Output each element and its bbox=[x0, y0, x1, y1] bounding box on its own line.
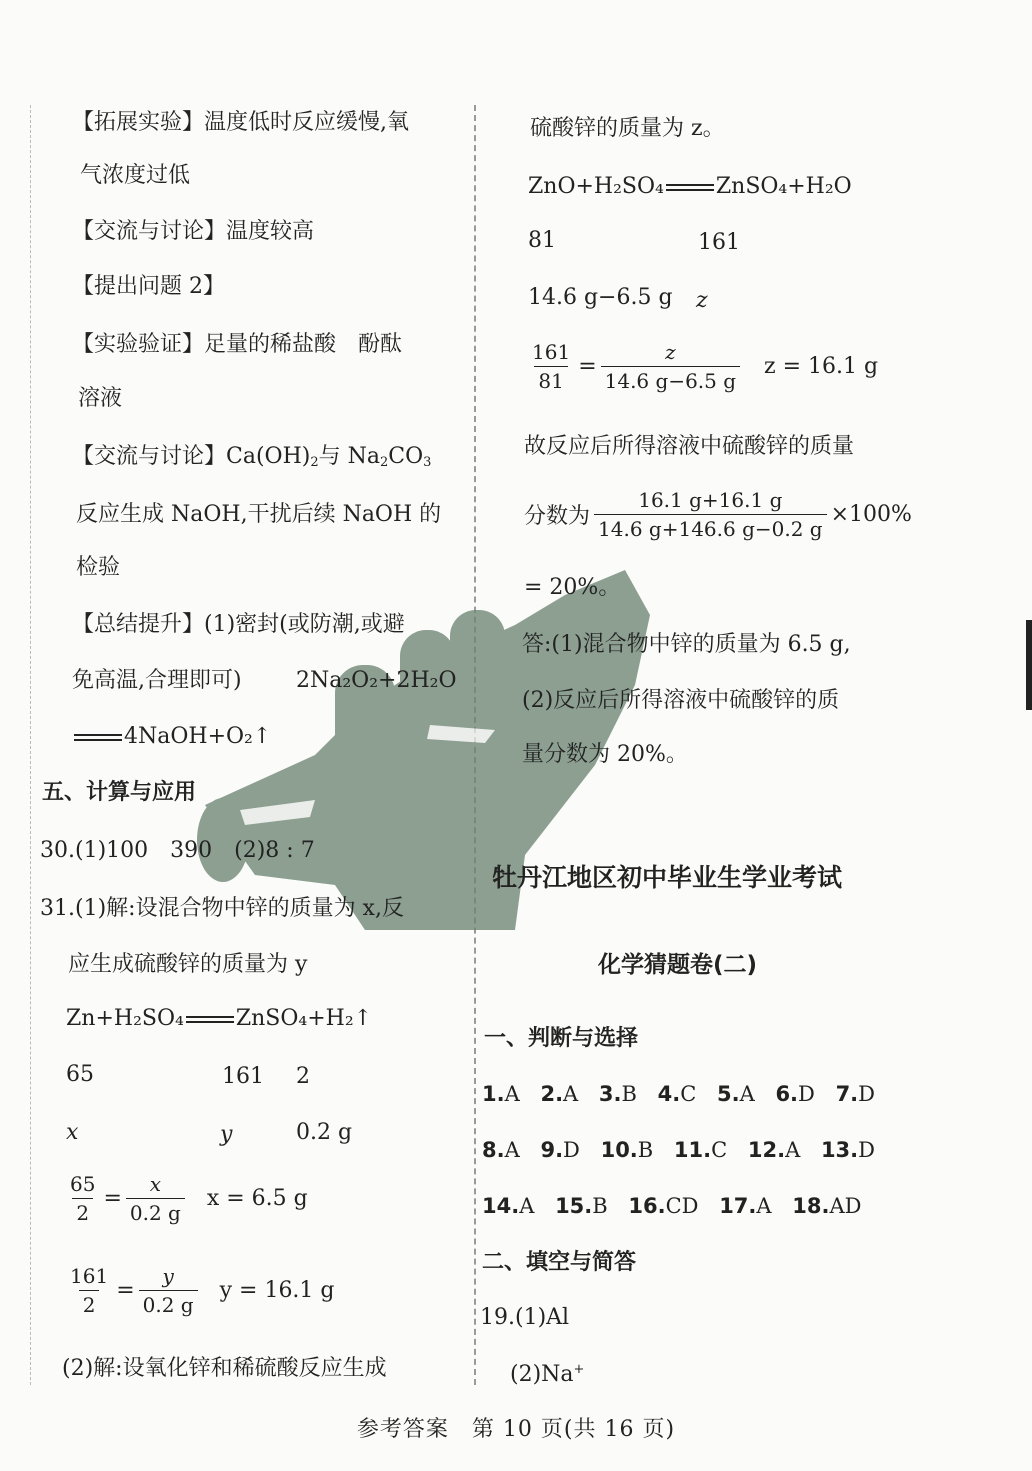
mcq-answer: B bbox=[592, 1194, 608, 1218]
percent-equation bbox=[524, 488, 912, 541]
exam-subtitle: 化学猜题卷(二) bbox=[598, 952, 758, 978]
numerator: 161 bbox=[70, 1264, 109, 1288]
mcq-answer: C bbox=[711, 1138, 728, 1162]
mcq-item bbox=[719, 1194, 771, 1218]
equation-rhs: ZnSO₄+H₂↑ bbox=[235, 1006, 373, 1031]
mcq-answer: CD bbox=[665, 1194, 699, 1218]
mcq-item bbox=[482, 1138, 520, 1162]
answer-line: (2)反应后所得溶液中硫酸锌的质 bbox=[522, 688, 840, 713]
mcq-row bbox=[482, 1138, 875, 1162]
mcq-number: 14. bbox=[482, 1194, 520, 1218]
mcq-answer: D bbox=[858, 1138, 875, 1162]
subscript: 2 bbox=[310, 455, 319, 470]
equals-sign bbox=[666, 184, 714, 191]
answer-line: 答:(1)混合物中锌的质量为 6.5 g, bbox=[522, 632, 851, 657]
question-19-1: 19.(1)Al bbox=[480, 1305, 570, 1330]
section-heading: 二、填空与简答 bbox=[482, 1250, 637, 1275]
mcq-answer: D bbox=[563, 1138, 580, 1162]
numerator: y bbox=[162, 1264, 174, 1288]
mcq-item bbox=[775, 1082, 814, 1106]
numerator: 161 bbox=[532, 340, 571, 364]
text-line: 故反应后所得溶液中硫酸锌的质量 bbox=[524, 434, 855, 459]
equation-lhs: 2Na₂O₂+2H₂O bbox=[296, 668, 457, 693]
numerator: 16.1 g+16.1 g bbox=[638, 488, 783, 512]
mcq-answer: D bbox=[798, 1082, 815, 1106]
section-heading: 五、计算与应用 bbox=[42, 780, 197, 805]
mcq-item bbox=[628, 1194, 698, 1218]
mcq-item bbox=[540, 1138, 579, 1162]
numerator: z bbox=[665, 340, 676, 364]
equals-sign bbox=[186, 1016, 234, 1023]
mcq-number: 3. bbox=[598, 1082, 622, 1106]
mcq-number: 5. bbox=[716, 1082, 740, 1106]
proportion-equation: $\frac{161}{2}$ = $\frac{y}{0.2 g}$ y = 16.1 g bbox=[62, 1264, 335, 1317]
mcq-number: 13. bbox=[820, 1138, 859, 1162]
mcq-number: 6. bbox=[775, 1082, 799, 1106]
equation-rhs: ZnSO₄+H₂O bbox=[715, 174, 852, 199]
subscript: 2 bbox=[380, 455, 389, 470]
mcq-item bbox=[717, 1082, 755, 1106]
equation-zno bbox=[528, 174, 852, 200]
page-footer: 参考答案 第 10 页(共 16 页) bbox=[356, 1417, 676, 1442]
binding-edge-mark bbox=[1026, 620, 1032, 710]
left-margin-line bbox=[30, 105, 31, 1385]
result: x = 6.5 g bbox=[206, 1186, 308, 1211]
equation-lhs: ZnO+H₂SO₄ bbox=[528, 174, 664, 199]
question-31-part2: (2)解:设氧化锌和稀硫酸反应生成 bbox=[62, 1356, 387, 1381]
mcq-answer: A bbox=[756, 1194, 772, 1218]
text-line: 免高温,合理即可) bbox=[72, 668, 242, 693]
mcq-item bbox=[482, 1082, 520, 1106]
question-31-line2: 应生成硫酸锌的质量为 y bbox=[68, 952, 308, 977]
mcq-answer: A bbox=[785, 1138, 801, 1162]
denominator: 14.6 g−6.5 g bbox=[601, 366, 740, 393]
result: z = 16.1 g bbox=[764, 354, 879, 379]
mcq-item bbox=[748, 1138, 800, 1162]
formula: Ca(OH) bbox=[226, 444, 311, 469]
proportion-equation: $\frac{161}{81}$ = $\frac{z}{14.6 g-6.5 g}$ z = 16.1 g bbox=[524, 340, 878, 393]
text: ×100% bbox=[830, 502, 912, 527]
ratio-value: 0.2 g bbox=[296, 1120, 353, 1145]
mcq-answer: A bbox=[504, 1138, 520, 1162]
mcq-item bbox=[482, 1194, 534, 1218]
fraction bbox=[66, 1172, 99, 1225]
text-line: 硫酸锌的质量为 z。 bbox=[530, 116, 725, 141]
equation-rhs: 4NaOH+O₂↑ bbox=[124, 724, 272, 749]
text-line: 反应生成 NaOH,干扰后续 NaOH 的 bbox=[76, 502, 442, 527]
equation-rhs-line bbox=[72, 724, 271, 750]
text-line: 【实验验证】足量的稀盐酸 酚酞 bbox=[72, 332, 403, 357]
ratio-value: 81 bbox=[528, 228, 556, 253]
exam-title: 牡丹江地区初中毕业生学业考试 bbox=[492, 863, 843, 892]
subscript: 3 bbox=[423, 455, 432, 470]
mcq-item bbox=[836, 1082, 875, 1106]
mcq-number: 9. bbox=[540, 1138, 564, 1162]
mcq-number: 4. bbox=[657, 1082, 681, 1106]
mcq-answer: AD bbox=[829, 1194, 862, 1218]
mcq-number: 8. bbox=[482, 1138, 505, 1162]
text-line: 检验 bbox=[76, 555, 121, 580]
mcq-answer: D bbox=[858, 1082, 875, 1106]
ratio-value: 161 bbox=[698, 230, 740, 255]
text-line-formula bbox=[72, 444, 431, 471]
ratio-value: 2 bbox=[296, 1064, 310, 1089]
mcq-row bbox=[482, 1194, 861, 1218]
result: = 20%。 bbox=[524, 575, 621, 600]
equals-sign bbox=[74, 734, 122, 741]
mcq-item bbox=[601, 1138, 654, 1162]
formula: 与 Na bbox=[318, 444, 381, 469]
fraction bbox=[594, 488, 827, 541]
fraction bbox=[528, 340, 574, 393]
mcq-item bbox=[792, 1194, 861, 1218]
text: (2)Na bbox=[510, 1362, 574, 1387]
proportion-equation: $\frac{65}{2}$ = $\frac{x}{0.2 g}$ x = 6.5 g bbox=[62, 1172, 308, 1225]
mcq-number: 16. bbox=[628, 1194, 666, 1218]
section-heading: 一、判断与选择 bbox=[484, 1026, 639, 1051]
mcq-number: 2. bbox=[540, 1082, 564, 1106]
mcq-number: 15. bbox=[555, 1194, 593, 1218]
text-line: 【提出问题 2】 bbox=[72, 274, 225, 299]
heading-bracket: 【交流与讨论】 bbox=[72, 444, 227, 469]
mcq-number: 18. bbox=[792, 1194, 830, 1218]
text-line: 气浓度过低 bbox=[80, 163, 191, 188]
answer-line: 量分数为 20%。 bbox=[522, 742, 688, 767]
text-line: 【总结提升】(1)密封(或防潮,或避 bbox=[72, 612, 405, 637]
mcq-answer: B bbox=[637, 1138, 654, 1162]
ratio-value: 161 bbox=[222, 1064, 264, 1089]
mcq-row bbox=[482, 1082, 875, 1106]
question-19-2 bbox=[510, 1362, 584, 1388]
denominator: 0.2 g bbox=[139, 1290, 198, 1317]
mcq-answer: A bbox=[739, 1082, 755, 1106]
mcq-item bbox=[821, 1138, 875, 1162]
fraction bbox=[126, 1172, 185, 1225]
ratio-value: 14.6 g−6.5 g bbox=[528, 285, 673, 310]
denominator: 14.6 g+146.6 g−0.2 g bbox=[594, 514, 827, 541]
formula: CO bbox=[388, 444, 424, 469]
mcq-number: 1. bbox=[482, 1082, 505, 1106]
ratio-value: 65 bbox=[66, 1062, 94, 1087]
mcq-item bbox=[674, 1138, 727, 1162]
numerator: 65 bbox=[70, 1172, 96, 1196]
fraction bbox=[66, 1264, 112, 1317]
equation-lhs: Zn+H₂SO₄ bbox=[66, 1006, 184, 1031]
numerator: x bbox=[149, 1172, 162, 1196]
mcq-number: 7. bbox=[835, 1082, 859, 1106]
mcq-answer: A bbox=[519, 1194, 535, 1218]
denominator: 2 bbox=[79, 1290, 100, 1317]
denominator: 2 bbox=[72, 1198, 93, 1225]
text-line: 溶液 bbox=[78, 386, 123, 411]
denominator: 0.2 g bbox=[126, 1198, 185, 1225]
question-30: 30.(1)100 390 (2)8 : 7 bbox=[40, 838, 315, 863]
fraction bbox=[139, 1264, 198, 1317]
text-line: 【拓展实验】温度低时反应缓慢,氧 bbox=[72, 110, 409, 135]
ratio-value: x bbox=[66, 1120, 79, 1145]
mcq-answer: B bbox=[621, 1082, 637, 1106]
mcq-number: 17. bbox=[719, 1194, 757, 1218]
denominator: 81 bbox=[534, 366, 567, 393]
mcq-item bbox=[555, 1194, 608, 1218]
mcq-number: 11. bbox=[673, 1138, 712, 1162]
mcq-answer: A bbox=[563, 1082, 579, 1106]
mcq-item bbox=[599, 1082, 637, 1106]
ratio-value: z bbox=[696, 288, 708, 313]
mcq-number: 10. bbox=[600, 1138, 638, 1162]
mcq-answer: A bbox=[504, 1082, 520, 1106]
ratio-value: y bbox=[220, 1122, 233, 1147]
mcq-answer: C bbox=[680, 1082, 697, 1106]
mcq-item bbox=[540, 1082, 578, 1106]
result: y = 16.1 g bbox=[219, 1278, 335, 1303]
equation-zn bbox=[66, 1006, 372, 1032]
question-31-line1: 31.(1)解:设混合物中锌的质量为 x,反 bbox=[40, 896, 404, 921]
superscript: + bbox=[573, 1362, 585, 1377]
fraction bbox=[601, 340, 740, 393]
mcq-number: 12. bbox=[747, 1138, 786, 1162]
mcq-item bbox=[658, 1082, 697, 1106]
text: 分数为 bbox=[524, 504, 591, 529]
text-line: 【交流与讨论】温度较高 bbox=[72, 219, 315, 244]
